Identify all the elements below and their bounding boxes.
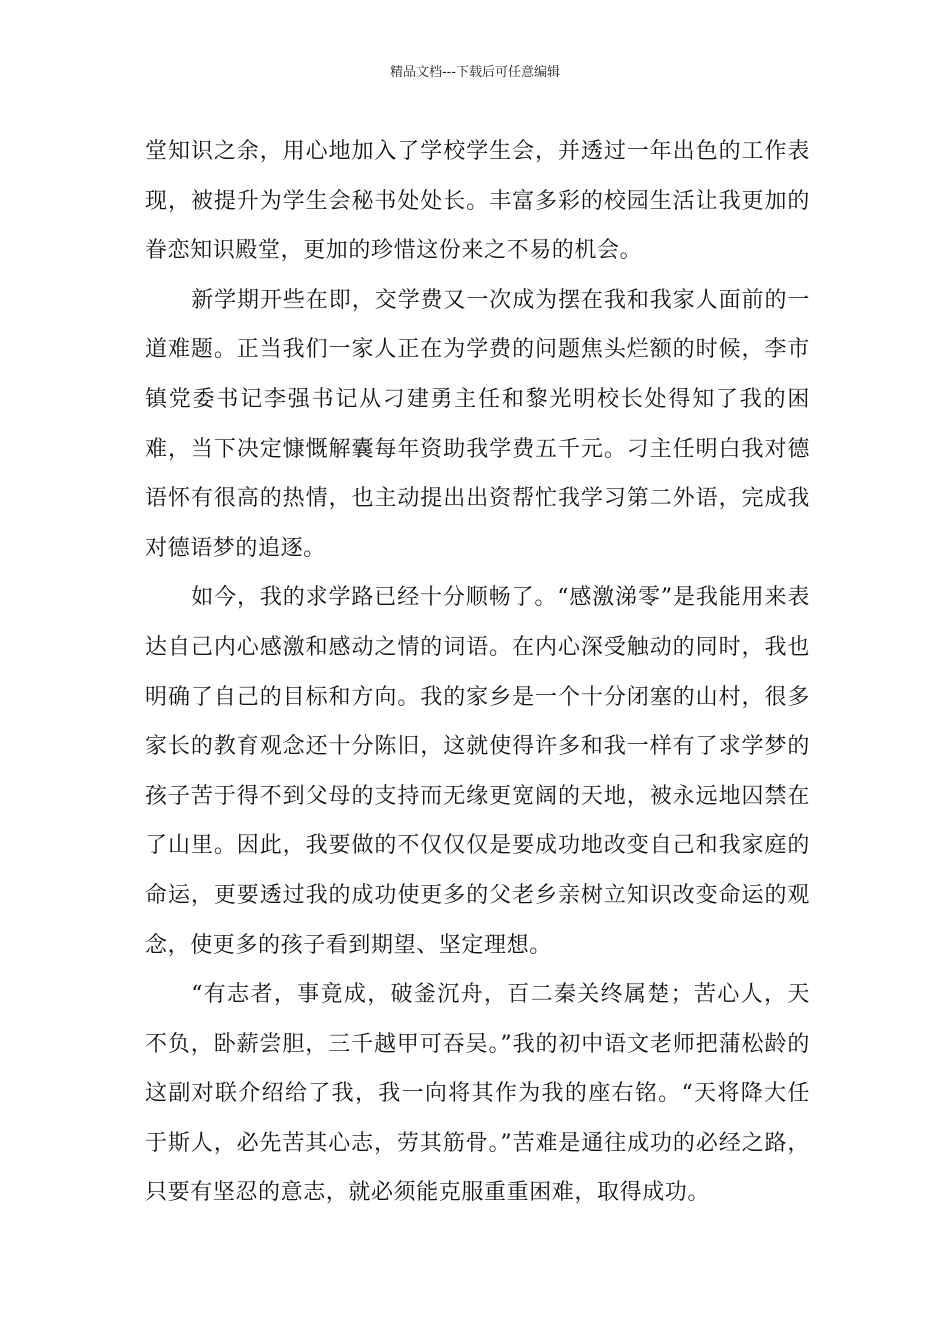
document-body xyxy=(145,127,810,1218)
paragraph-4: “有志者，事竟成，破釜沉舟，百二秦关终属楚；苦心人，天不负，卧薪尝胆，三千越甲可吞吴。”我的初中语文老师把蒲松龄的这副对联介绍给了我，我一向将其作为我的座右铭。“天将降大任于斯人，必先苦其心志，劳其筋骨。”苦难是通往成功的必经之路，只要有坚忍的意志，就必须能克服重重困难，取得成功。 xyxy=(145,982,810,1206)
paragraph-2: 新学期开些在即，交学费又一次成为摆在我和我家人面前的一道难题。正当我们一家人正在为学费的问题焦头烂额的时候，李市镇党委书记李强书记从刁建勇主任和黎光明校长处得知了我的困难，当下决定慷慨解囊每年资助我学费五千元。刁主任明白我对德语怀有很高的热情，也主动提出出资帮忙我学习第二外语，完成我对德语梦的追逐。 xyxy=(145,287,810,561)
paragraph-3: 如今，我的求学路已经十分顺畅了。“感激涕零”是我能用来表达自己内心感激和感动之情的词语。在内心深受触动的同时，我也明确了自己的目标和方向。我的家乡是一个十分闭塞的山村，很多家长的教育观念还十分陈旧，这就使得许多和我一样有了求学梦的孩子苦于得不到父母的支持而无缘更宽阔的天地，被永远地囚禁在了山里。因此，我要做的不仅仅仅是要成功地改变自己和我家庭的命运，更要透过我的成功使更多的父老乡亲树立知识改变命运的观念，使更多的孩子看到期望、坚定理想。 xyxy=(145,585,810,958)
paragraph-1: 堂知识之余，用心地加入了学校学生会，并透过一年出色的工作表现，被提升为学生会秘书处处长。丰富多彩的校园生活让我更加的眷恋知识殿堂，更加的珍惜这份来之不易的机会。 xyxy=(145,139,810,264)
page-header: 精品文档---下载后可任意编辑 xyxy=(389,65,561,80)
